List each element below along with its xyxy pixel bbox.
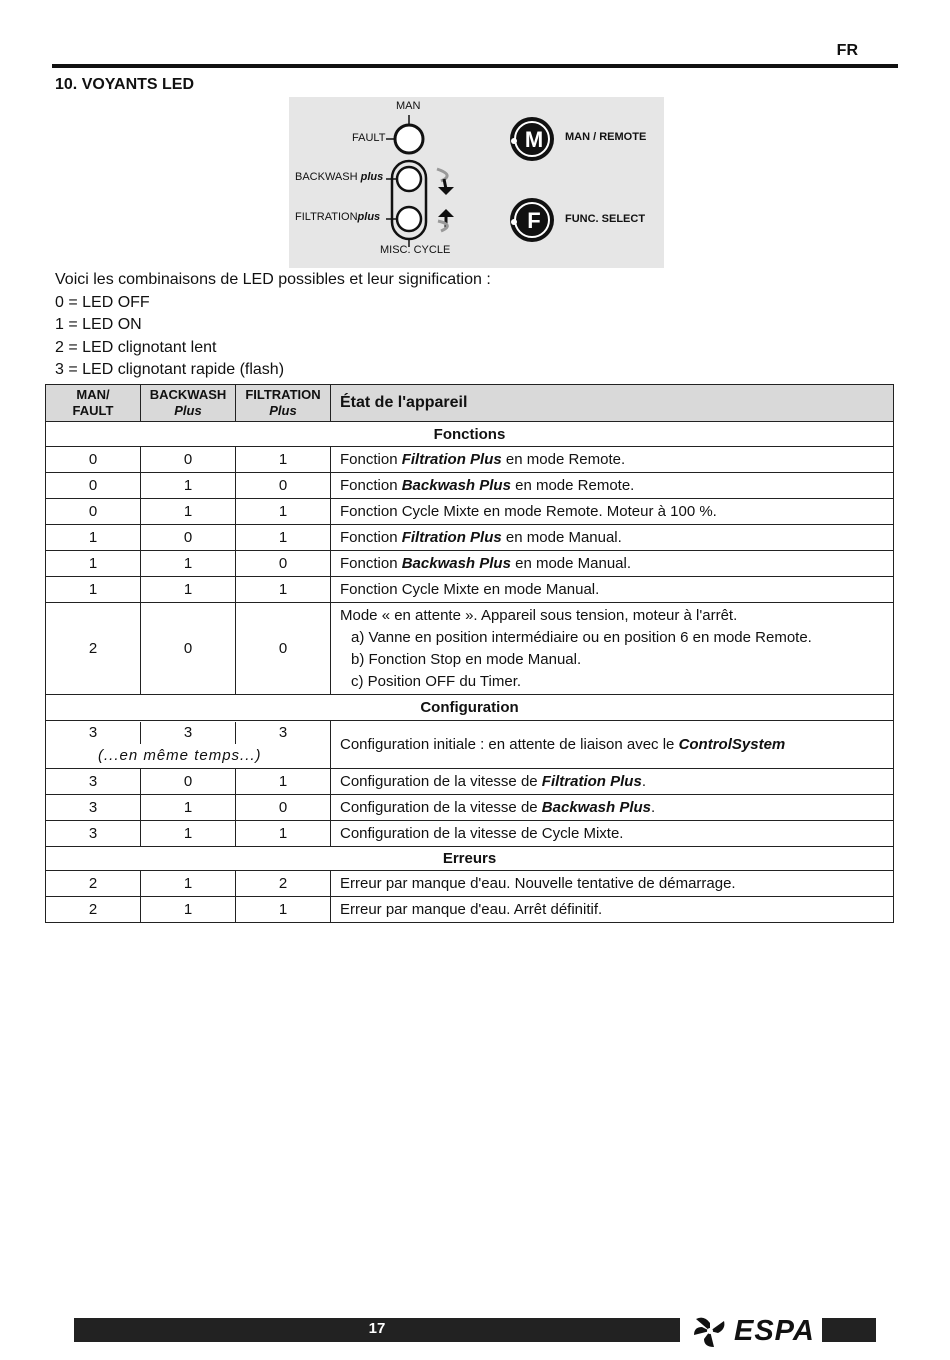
table-row: 0 1 1 Fonction Cycle Mixte en mode Remote. Moteur à 100 %. (46, 499, 894, 525)
backwash-arrow-icon (437, 169, 454, 195)
footer-end-block (822, 1318, 876, 1342)
col-filtration: FILTRATION Plus (236, 385, 331, 422)
man-remote-button-icon (510, 117, 554, 161)
logo-text: ESPA (734, 1314, 815, 1347)
col-man-fault: MAN/ FAULT (46, 385, 141, 422)
fault-label: FAULT (352, 132, 386, 144)
section-title: 10. VOYANTS LED (55, 76, 195, 93)
table-row: 0 1 0 Fonction Backwash Plus en mode Remote. (46, 473, 894, 499)
backwash-led-icon (397, 167, 421, 191)
section-fonctions: Fonctions (46, 422, 894, 447)
table-row: 3 3 3 (...en même temps...) Configuration initiale : en attente de liaison avec le ControlSystem (46, 721, 894, 769)
man-label: MAN (396, 100, 421, 112)
section-erreurs: Erreurs (46, 847, 894, 871)
legend-slow-blink: 2 = LED clignotant lent (55, 338, 217, 356)
intro-line: Voici les combinaisons de LED possibles et leur signification : (55, 271, 491, 288)
man-remote-label: MAN / REMOTE (565, 131, 647, 143)
legend-off: 0 = LED OFF (55, 293, 150, 311)
led-combination-table (45, 384, 894, 923)
col-backwash: BACKWASH Plus (141, 385, 236, 422)
table-row: 3 1 0 Configuration de la vitesse de Backwash Plus. (46, 795, 894, 821)
table-row: 3 1 1 Configuration de la vitesse de Cycle Mixte. (46, 821, 894, 847)
header-rule (52, 64, 898, 68)
section-row (46, 695, 894, 721)
language-label: FR (836, 42, 858, 59)
col-state: État de l'appareil (331, 385, 894, 422)
filtration-led-icon (397, 207, 421, 231)
svg-text:M: M (524, 127, 544, 152)
fault-led-icon (395, 125, 423, 153)
table-row: 1 1 0 Fonction Backwash Plus en mode Manual. (46, 551, 894, 577)
func-select-button-icon (510, 198, 554, 242)
misc-cycle-label: MISC. CYCLE (380, 244, 451, 256)
section-row (46, 847, 894, 871)
led-panel-illustration (289, 97, 664, 268)
espa-logo (690, 1313, 815, 1349)
svg-text:F: F (527, 208, 541, 233)
table-row: 2 0 0 Mode « en attente ». Appareil sous tension, moteur à l'arrêt. a) Vanne en position intermédiaire ou en position 6 en mode Remote. b) Fonction Stop en mode Manual. c) Position OFF du Timer. (46, 603, 894, 695)
section-configuration: Configuration (46, 695, 894, 721)
intro-text (55, 269, 491, 382)
table-row: 3 0 1 Configuration de la vitesse de Filtration Plus. (46, 769, 894, 795)
table-row: 2 1 2 Erreur par manque d'eau. Nouvelle tentative de démarrage. (46, 871, 894, 897)
espa-logo-icon (690, 1313, 730, 1349)
table-row: 1 1 1 Fonction Cycle Mixte en mode Manual. (46, 577, 894, 603)
legend-fast-blink: 3 = LED clignotant rapide (flash) (55, 361, 285, 378)
filtration-label: FILTRATIONplus (295, 211, 381, 223)
table-header-row (46, 385, 894, 422)
legend-on: 1 = LED ON (55, 316, 142, 333)
filtration-arrow-icon (438, 209, 454, 231)
backwash-label: BACKWASH plus (295, 171, 384, 183)
table-row: 2 1 1 Erreur par manque d'eau. Arrêt définitif. (46, 897, 894, 923)
table-row: 1 0 1 Fonction Filtration Plus en mode Manual. (46, 525, 894, 551)
table-row: 0 0 1 Fonction Filtration Plus en mode Remote. (46, 447, 894, 473)
func-select-label: FUNC. SELECT (565, 213, 646, 225)
page-number: 17 (368, 1320, 386, 1337)
simultaneous-note: (...en même temps...) (98, 747, 262, 764)
section-row (46, 422, 894, 447)
